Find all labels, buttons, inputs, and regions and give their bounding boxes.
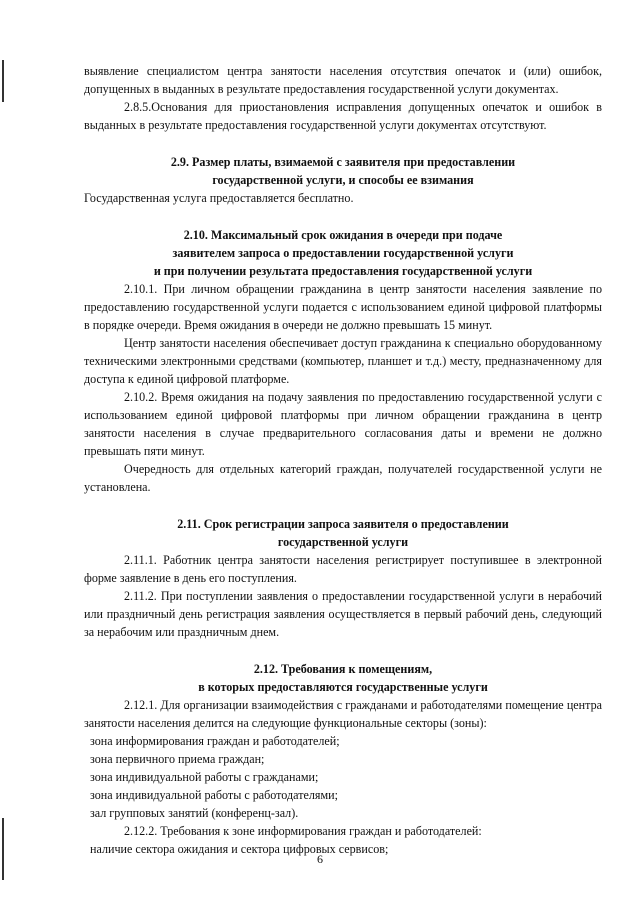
- paragraph: 2.11.1. Работник центра занятости населения регистрирует поступившее в электронной форме заявление в день его поступления.: [84, 553, 602, 585]
- heading-line: 2.9. Размер платы, взимаемой с заявителя при предоставлении: [170, 155, 516, 169]
- paragraph: 2.10.1. При личном обращении гражданина в центр занятости населения заявление по предоставлению государственной услуги подается с использованием единой цифровой платформы в порядке очереди. Время ожидания в очереди не должно превышать 15 минут.: [84, 282, 602, 332]
- heading-line: 2.12. Требования к помещениям,: [253, 662, 433, 676]
- heading-line: в которых предоставляются государственные услуги: [198, 680, 488, 694]
- heading-line: и при получении результата предоставления государственной услуги: [153, 264, 533, 278]
- document-body: [84, 62, 602, 858]
- list-item: зона первичного приема граждан;: [90, 752, 265, 766]
- section-gap: [84, 207, 602, 226]
- section-heading: [84, 515, 602, 551]
- heading-line: заявителем запроса о предоставлении государственной услуги: [172, 246, 514, 260]
- section-heading: [84, 153, 602, 189]
- section-heading: [84, 226, 602, 280]
- section-gap: [84, 134, 602, 153]
- list-item: зал групповых занятий (конференц-зал).: [90, 806, 299, 820]
- scan-margin-line: [2, 818, 4, 880]
- section-gap: [84, 641, 602, 660]
- scan-margin-line: [2, 60, 4, 102]
- heading-line: государственной услуги, и способы ее взимания: [212, 173, 474, 187]
- paragraph: 2.10.2. Время ожидания на подачу заявления по предоставлению государственной услуги с использованием единой цифровой платформы при личном обращении гражданина в центр занятости населения в случае предварительного согласования даты и времени не должно превышать пяти минут.: [84, 390, 602, 458]
- list-item: зона индивидуальной работы с работодателями;: [90, 788, 338, 802]
- page-number: 6: [317, 852, 323, 866]
- heading-line: 2.11. Срок регистрации запроса заявителя о предоставлении: [177, 517, 509, 531]
- paragraph: 2.8.5.Основания для приостановления исправления допущенных опечаток и ошибок в выданных в результате предоставления государственной услуги документах отсутствуют.: [84, 100, 602, 132]
- zone-list: [84, 732, 602, 822]
- paragraph: 2.12.1. Для организации взаимодействия с гражданами и работодателями помещение центра занятости населения делится на следующие функциональные секторы (зоны):: [84, 698, 602, 730]
- paragraph: 2.11.2. При поступлении заявления о предоставлении государственной услуги в нерабочий или праздничный день регистрация заявления осуществляется в первый рабочий день, следующий за нерабочим или праздничным днем.: [84, 589, 602, 639]
- list-item: зона индивидуальной работы с гражданами;: [90, 770, 319, 784]
- section-gap: [84, 496, 602, 515]
- list-item: зона информирования граждан и работодателей;: [90, 734, 340, 748]
- paragraph: 2.12.2. Требования к зоне информирования граждан и работодателей:: [124, 824, 482, 838]
- paragraph: Государственная услуга предоставляется бесплатно.: [84, 191, 354, 205]
- heading-line: государственной услуги: [277, 535, 409, 549]
- paragraph: Центр занятости населения обеспечивает доступ гражданина к специально оборудованному техническими электронными средствами (компьютер, планшет и т.д.) месту, предназначенному для доступа к единой цифровой платформе.: [84, 336, 602, 386]
- paragraph: Очередность для отдельных категорий граждан, получателей государственной услуги не установлена.: [84, 462, 602, 494]
- list-item: наличие сектора ожидания и сектора цифровых сервисов;: [90, 842, 389, 856]
- section-heading: [84, 660, 602, 696]
- paragraph: выявление специалистом центра занятости населения отсутствия опечаток и (или) ошибок, допущенных в выданных в результате предоставления государственной услуги документах.: [84, 64, 602, 96]
- heading-line: 2.10. Максимальный срок ожидания в очереди при подаче: [183, 228, 503, 242]
